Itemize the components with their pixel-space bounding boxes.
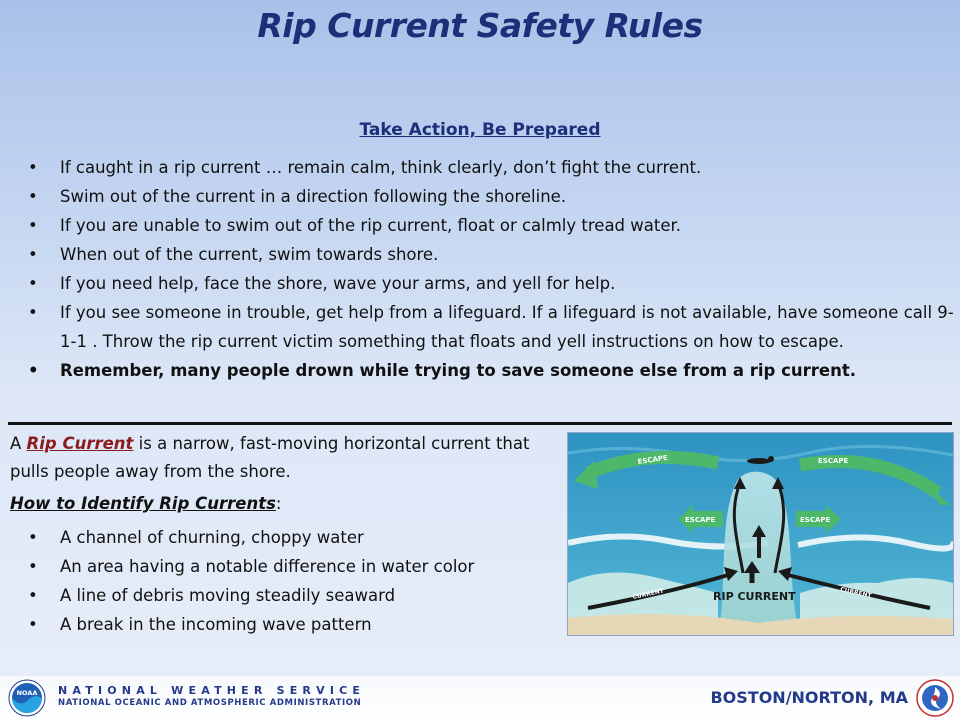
nws-logo-icon: [916, 679, 954, 717]
identify-item: • A break in the incoming wave pattern: [24, 610, 564, 639]
identify-item: • A line of debris moving steadily seaward: [24, 581, 564, 610]
identify-heading-text: How to Identify Rip Currents: [10, 494, 276, 513]
swimmer-icon: [747, 458, 771, 464]
agency-name: NATIONAL WEATHER SERVICE: [58, 684, 366, 697]
noaa-logo-text: NOAA: [16, 689, 38, 697]
rip-current-definition: [10, 430, 550, 486]
definition-prefix: A: [10, 434, 27, 453]
definition-text: is a narrow, fast-moving horizontal current that pulls people away from the shore.: [10, 434, 530, 481]
identify-list: [24, 523, 564, 639]
current-label: CURRENT: [839, 586, 873, 600]
rule-item: • If you need help, face the shore, wave your arms, and yell for help.: [24, 269, 954, 298]
identify-heading: [10, 494, 281, 513]
current-label: CURRENT: [631, 587, 665, 601]
rule-item: • When out of the current, swim towards shore.: [24, 240, 954, 269]
definition-term: Rip Current: [26, 434, 134, 453]
rule-item: • If caught in a rip current … remain calm, think clearly, don’t fight the current.: [24, 153, 954, 182]
identify-item: • A channel of churning, choppy water: [24, 523, 564, 552]
section-divider: [8, 422, 952, 425]
rip-current-label: RIP CURRENT: [713, 590, 796, 603]
escape-label: ESCAPE: [685, 516, 716, 524]
noaa-logo-icon: [8, 679, 46, 717]
footer-bar: [0, 676, 960, 720]
safety-rules-list: [24, 153, 954, 385]
rule-item: • Swim out of the current in a direction following the shoreline.: [24, 182, 954, 211]
parent-agency-name: NATIONAL OCEANIC AND ATMOSPHERIC ADMINISTRATION: [58, 698, 362, 708]
section-subtitle: Take Action, Be Prepared: [359, 120, 601, 140]
page-title: Rip Current Safety Rules: [257, 6, 703, 45]
rule-item-emphasis: • Remember, many people drown while trying to save someone else from a rip current.: [24, 356, 954, 385]
identify-heading-colon: :: [275, 494, 282, 513]
office-name: BOSTON/NORTON, MA: [710, 688, 908, 707]
identify-item: • An area having a notable difference in water color: [24, 552, 564, 581]
escape-label: ESCAPE: [818, 457, 849, 465]
swimmer-head: [768, 456, 774, 462]
escape-label: ESCAPE: [637, 453, 669, 466]
rule-item: • If you are unable to swim out of the rip current, float or calmly tread water.: [24, 211, 954, 240]
rule-item: • If you see someone in trouble, get help from a lifeguard. If a lifeguard is not available, have someone call 9-1-1 . Throw the rip current victim something that floats and yell instructions on how to escape.: [24, 298, 954, 356]
escape-label: ESCAPE: [800, 516, 831, 524]
rip-current-diagram: [567, 432, 954, 636]
